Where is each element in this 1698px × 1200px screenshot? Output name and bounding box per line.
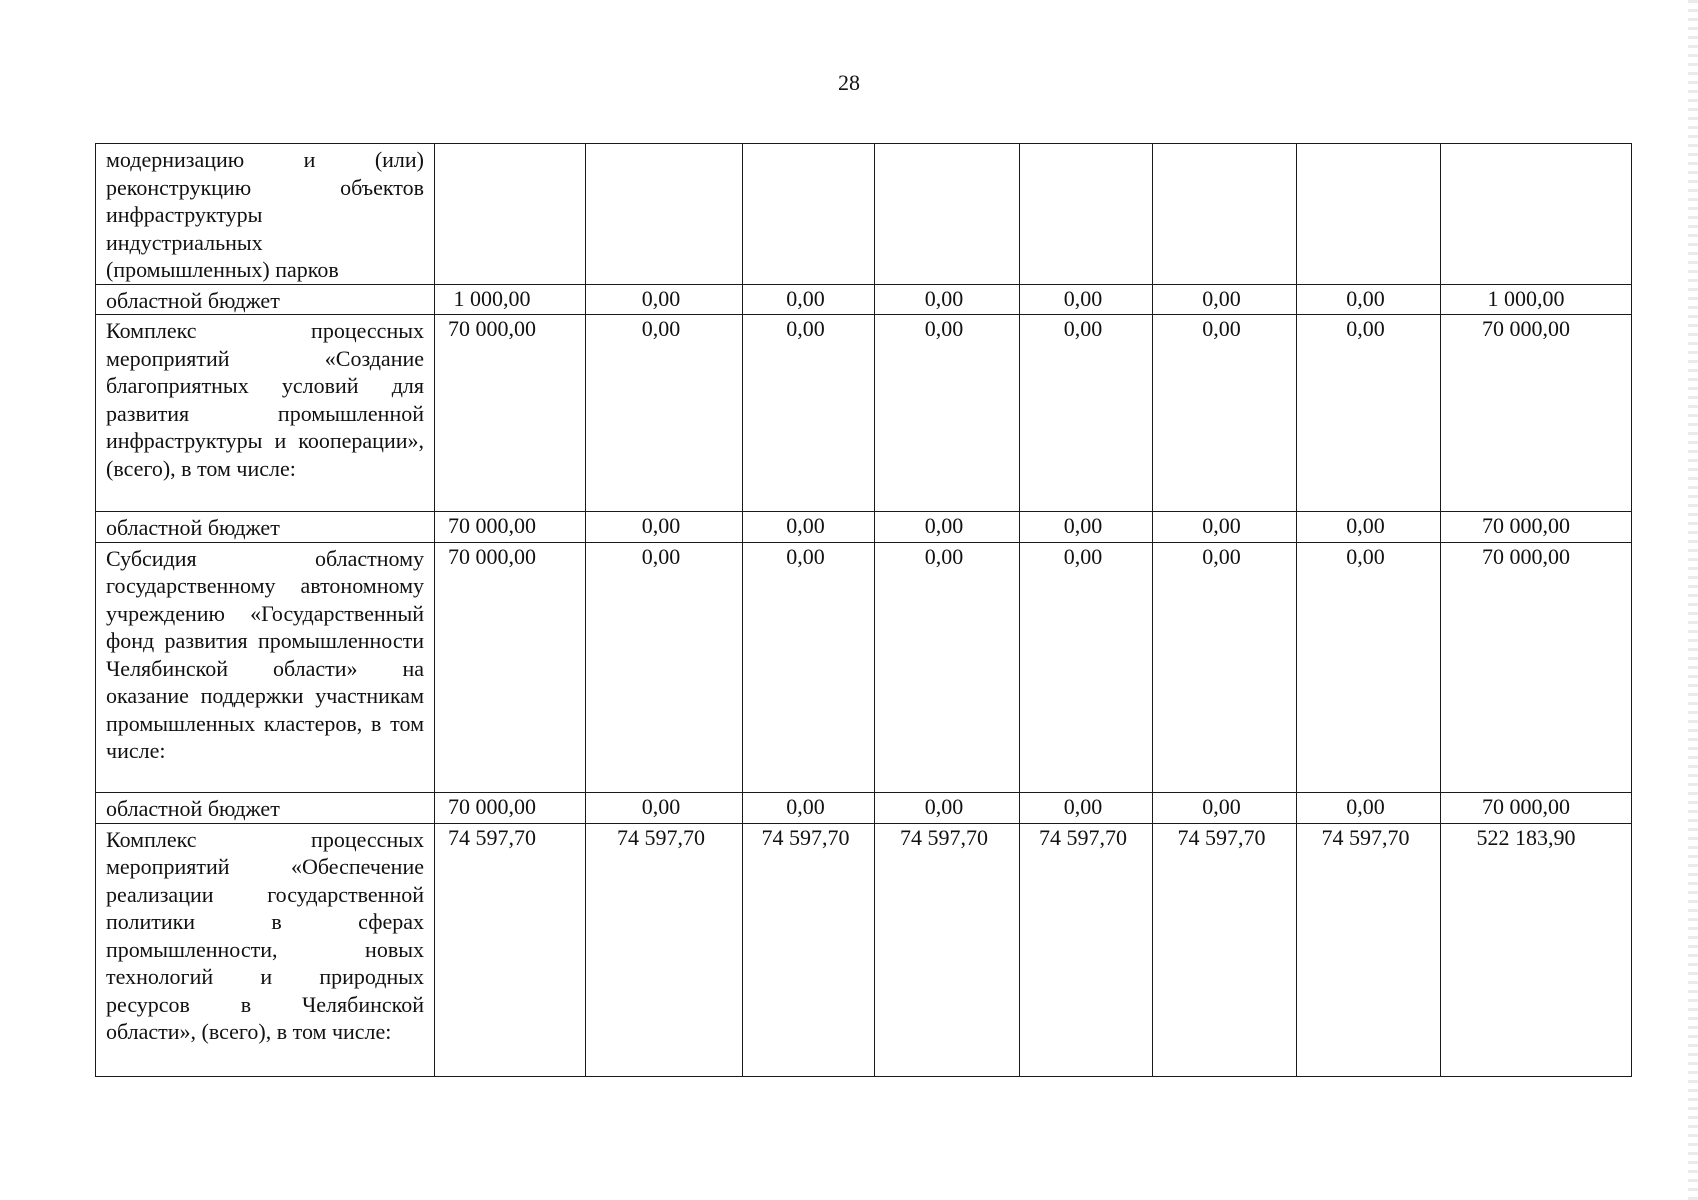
value-cell: 0,00: [743, 542, 875, 792]
value-cell: 0,00: [1297, 792, 1441, 823]
row-label: модернизацию и (или) реконструкцию объектов инфраструктуры индустриальных (промышленных) парков: [96, 144, 435, 285]
value-cell: 1 000,00: [435, 284, 586, 315]
value-cell: 74 597,70: [1297, 823, 1441, 1076]
table-row: [96, 144, 1632, 285]
table-row: [96, 542, 1632, 792]
value-cell: 1 000,00: [1441, 284, 1632, 315]
value-cell: [875, 144, 1020, 285]
row-label: областной бюджет: [96, 284, 435, 315]
value-cell: 70 000,00: [435, 792, 586, 823]
value-cell: 0,00: [1153, 315, 1297, 512]
row-label: Комплекс процессных мероприятий «Обеспечение реализации государственной политики в сферах промышленности, новых технологий и природных ресурсов в Челябинской области», (всего), в том числе:: [96, 823, 435, 1076]
value-cell: 70 000,00: [1441, 792, 1632, 823]
value-cell: 0,00: [875, 512, 1020, 543]
value-cell: 70 000,00: [1441, 315, 1632, 512]
value-cell: [1297, 144, 1441, 285]
table-row: [96, 284, 1632, 315]
value-cell: 74 597,70: [743, 823, 875, 1076]
value-cell: 74 597,70: [586, 823, 743, 1076]
value-cell: 0,00: [875, 542, 1020, 792]
value-cell: 74 597,70: [1020, 823, 1153, 1076]
scan-edge-artifact: [1688, 0, 1698, 1200]
value-cell: 522 183,90: [1441, 823, 1632, 1076]
row-label: областной бюджет: [96, 512, 435, 543]
budget-table: [95, 143, 1632, 1077]
value-cell: 0,00: [586, 284, 743, 315]
row-label: областной бюджет: [96, 792, 435, 823]
value-cell: 0,00: [875, 284, 1020, 315]
value-cell: 0,00: [586, 792, 743, 823]
table-row: [96, 792, 1632, 823]
value-cell: 0,00: [1297, 315, 1441, 512]
row-label: Комплекс процессных мероприятий «Создание благоприятных условий для развития промышленной инфраструктуры и кооперации», (всего), в том числе:: [96, 315, 435, 512]
value-cell: 70 000,00: [435, 512, 586, 543]
value-cell: 0,00: [1020, 512, 1153, 543]
value-cell: 70 000,00: [1441, 512, 1632, 543]
value-cell: [1441, 144, 1632, 285]
row-label: Субсидия областному государственному автономному учреждению «Государственный фонд развития промышленности Челябинской области» на оказание поддержки участникам промышленных кластеров, в том числе:: [96, 542, 435, 792]
value-cell: 0,00: [1020, 284, 1153, 315]
value-cell: 0,00: [743, 512, 875, 543]
value-cell: 0,00: [1153, 792, 1297, 823]
table-row: [96, 315, 1632, 512]
value-cell: 0,00: [1297, 284, 1441, 315]
value-cell: 0,00: [743, 315, 875, 512]
value-cell: 74 597,70: [875, 823, 1020, 1076]
value-cell: 70 000,00: [1441, 542, 1632, 792]
value-cell: 0,00: [1020, 315, 1153, 512]
value-cell: 0,00: [1020, 792, 1153, 823]
value-cell: 70 000,00: [435, 315, 586, 512]
value-cell: 74 597,70: [435, 823, 586, 1076]
value-cell: 0,00: [1153, 284, 1297, 315]
value-cell: 0,00: [1297, 542, 1441, 792]
value-cell: [743, 144, 875, 285]
value-cell: 0,00: [1153, 542, 1297, 792]
value-cell: 0,00: [586, 542, 743, 792]
value-cell: 0,00: [586, 512, 743, 543]
value-cell: 0,00: [743, 792, 875, 823]
value-cell: 0,00: [586, 315, 743, 512]
value-cell: [435, 144, 586, 285]
value-cell: [1020, 144, 1153, 285]
value-cell: 70 000,00: [435, 542, 586, 792]
value-cell: 0,00: [1297, 512, 1441, 543]
value-cell: 74 597,70: [1153, 823, 1297, 1076]
value-cell: 0,00: [1020, 542, 1153, 792]
value-cell: [1153, 144, 1297, 285]
value-cell: 0,00: [875, 792, 1020, 823]
table-row: [96, 823, 1632, 1076]
page-number: 28: [838, 70, 860, 95]
value-cell: 0,00: [743, 284, 875, 315]
value-cell: 0,00: [875, 315, 1020, 512]
table-row: [96, 512, 1632, 543]
value-cell: [586, 144, 743, 285]
value-cell: 0,00: [1153, 512, 1297, 543]
